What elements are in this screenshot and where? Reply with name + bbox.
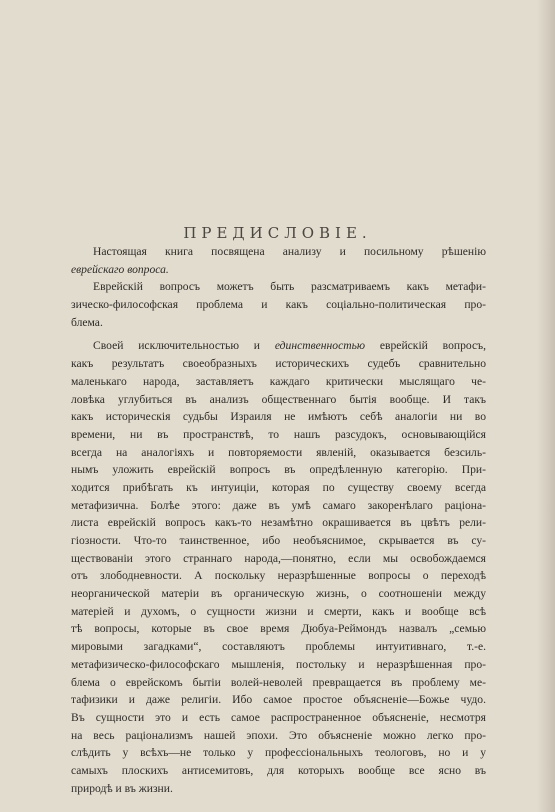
text-line: матеріей и духомъ, о сущности жизни и смерти, какъ и вообще всѣ [71, 604, 486, 618]
page-title: ПРЕДИСЛОВІЕ. [183, 224, 372, 242]
text-line: слѣдить у всѣхъ—не только у профессіональныхъ теологовъ, но и у [71, 746, 486, 760]
text-line: тафизики и даже религіи. Ибо самое простое объясненіе—Божье чудо. [71, 693, 486, 707]
text-line: ходится прибѣгать къ интуиціи, которая по существу своему всегда [71, 480, 486, 494]
text-line: блема о еврейскомъ бытіи волей-неволей превращается въ проблему ме- [71, 675, 486, 689]
text-line: листа еврейскій вопросъ какъ-то незамѣтно окрашивается въ цвѣтъ рели- [71, 516, 486, 530]
text-line: метафизическо-философскаго мышленія, постольку и неразрѣшенная про- [71, 657, 486, 671]
text-line: Въ сущности это и есть самое распространенное объясненіе, несмотря [71, 710, 486, 724]
text-line: блема. [71, 315, 103, 329]
text-line: ловѣка углубиться въ анализъ общественнаго бытія вообще. И такъ [71, 392, 486, 406]
text-line: отъ злободневности. А поскольку неразрѣшенные вопросы о переходѣ [71, 569, 486, 583]
text-line: самыхъ плоскихъ антисемитовъ, для которыхъ вообще все ясно въ [71, 763, 486, 777]
text-line: Настоящая книга посвящена анализу и посильному рѣшенію [93, 245, 486, 258]
text-line: Еврейскій вопросъ можетъ быть разсматриваемъ какъ метафи- [93, 280, 486, 294]
text-line: метафизична. Болѣе этого: даже въ умѣ самаго закоренѣлаго раціона- [71, 498, 486, 512]
text-line: какъ результатъ своеобразныхъ историческихъ судебъ сравнительно [71, 357, 486, 371]
text-line: еврейскаго вопроса. [71, 262, 169, 276]
text-line: времени, ни въ пространствѣ, то нашъ разсудокъ, основывающійся [71, 427, 486, 441]
page-edge-shadow [537, 0, 555, 812]
italic-emphasis: единственностью [274, 339, 366, 353]
preface-body [71, 243, 486, 797]
text-line: на весь раціонализмъ нашей эпохи. Это объясненіе можно легко про- [71, 728, 486, 742]
text-line: ществованіи этого страннаго народа,—понятно, если мы освобождаемся [71, 551, 486, 565]
text-line: какъ историческія судьбы Израиля не имѣютъ себѣ аналогіи ни во [71, 410, 486, 424]
text-line: тѣ вопросы, которые въ свое время Дюбуа-Реймондъ назвалъ „семью [71, 622, 486, 636]
text-line: Своей исключительностью и единственностью еврейскій вопросъ, [93, 339, 486, 353]
text-line: гіозности. Что-то таинственное, ибо необъяснимое, скрывается въ су- [71, 534, 486, 547]
text-line: нымъ уложить еврейскій вопросъ въ опредѣленную категорію. При- [71, 463, 486, 477]
text-line: природѣ и въ жизни. [71, 781, 173, 795]
text-line: всегда на аналогіяхъ и повторяемости явленій, оказывается безсиль- [71, 445, 486, 459]
text-line: мировыми загадками“, составляютъ проблемы интуитивнаго, т.-е. [71, 640, 486, 654]
text-line: зическо-философская проблема и какъ соціально-политическая про- [71, 298, 486, 312]
text-line: маленькаго народа, заставляетъ каждаго критически мыслящаго че- [71, 374, 486, 388]
text-line: неорганической матеріи въ органическую жизнь, о соотношеніи между [71, 587, 486, 601]
